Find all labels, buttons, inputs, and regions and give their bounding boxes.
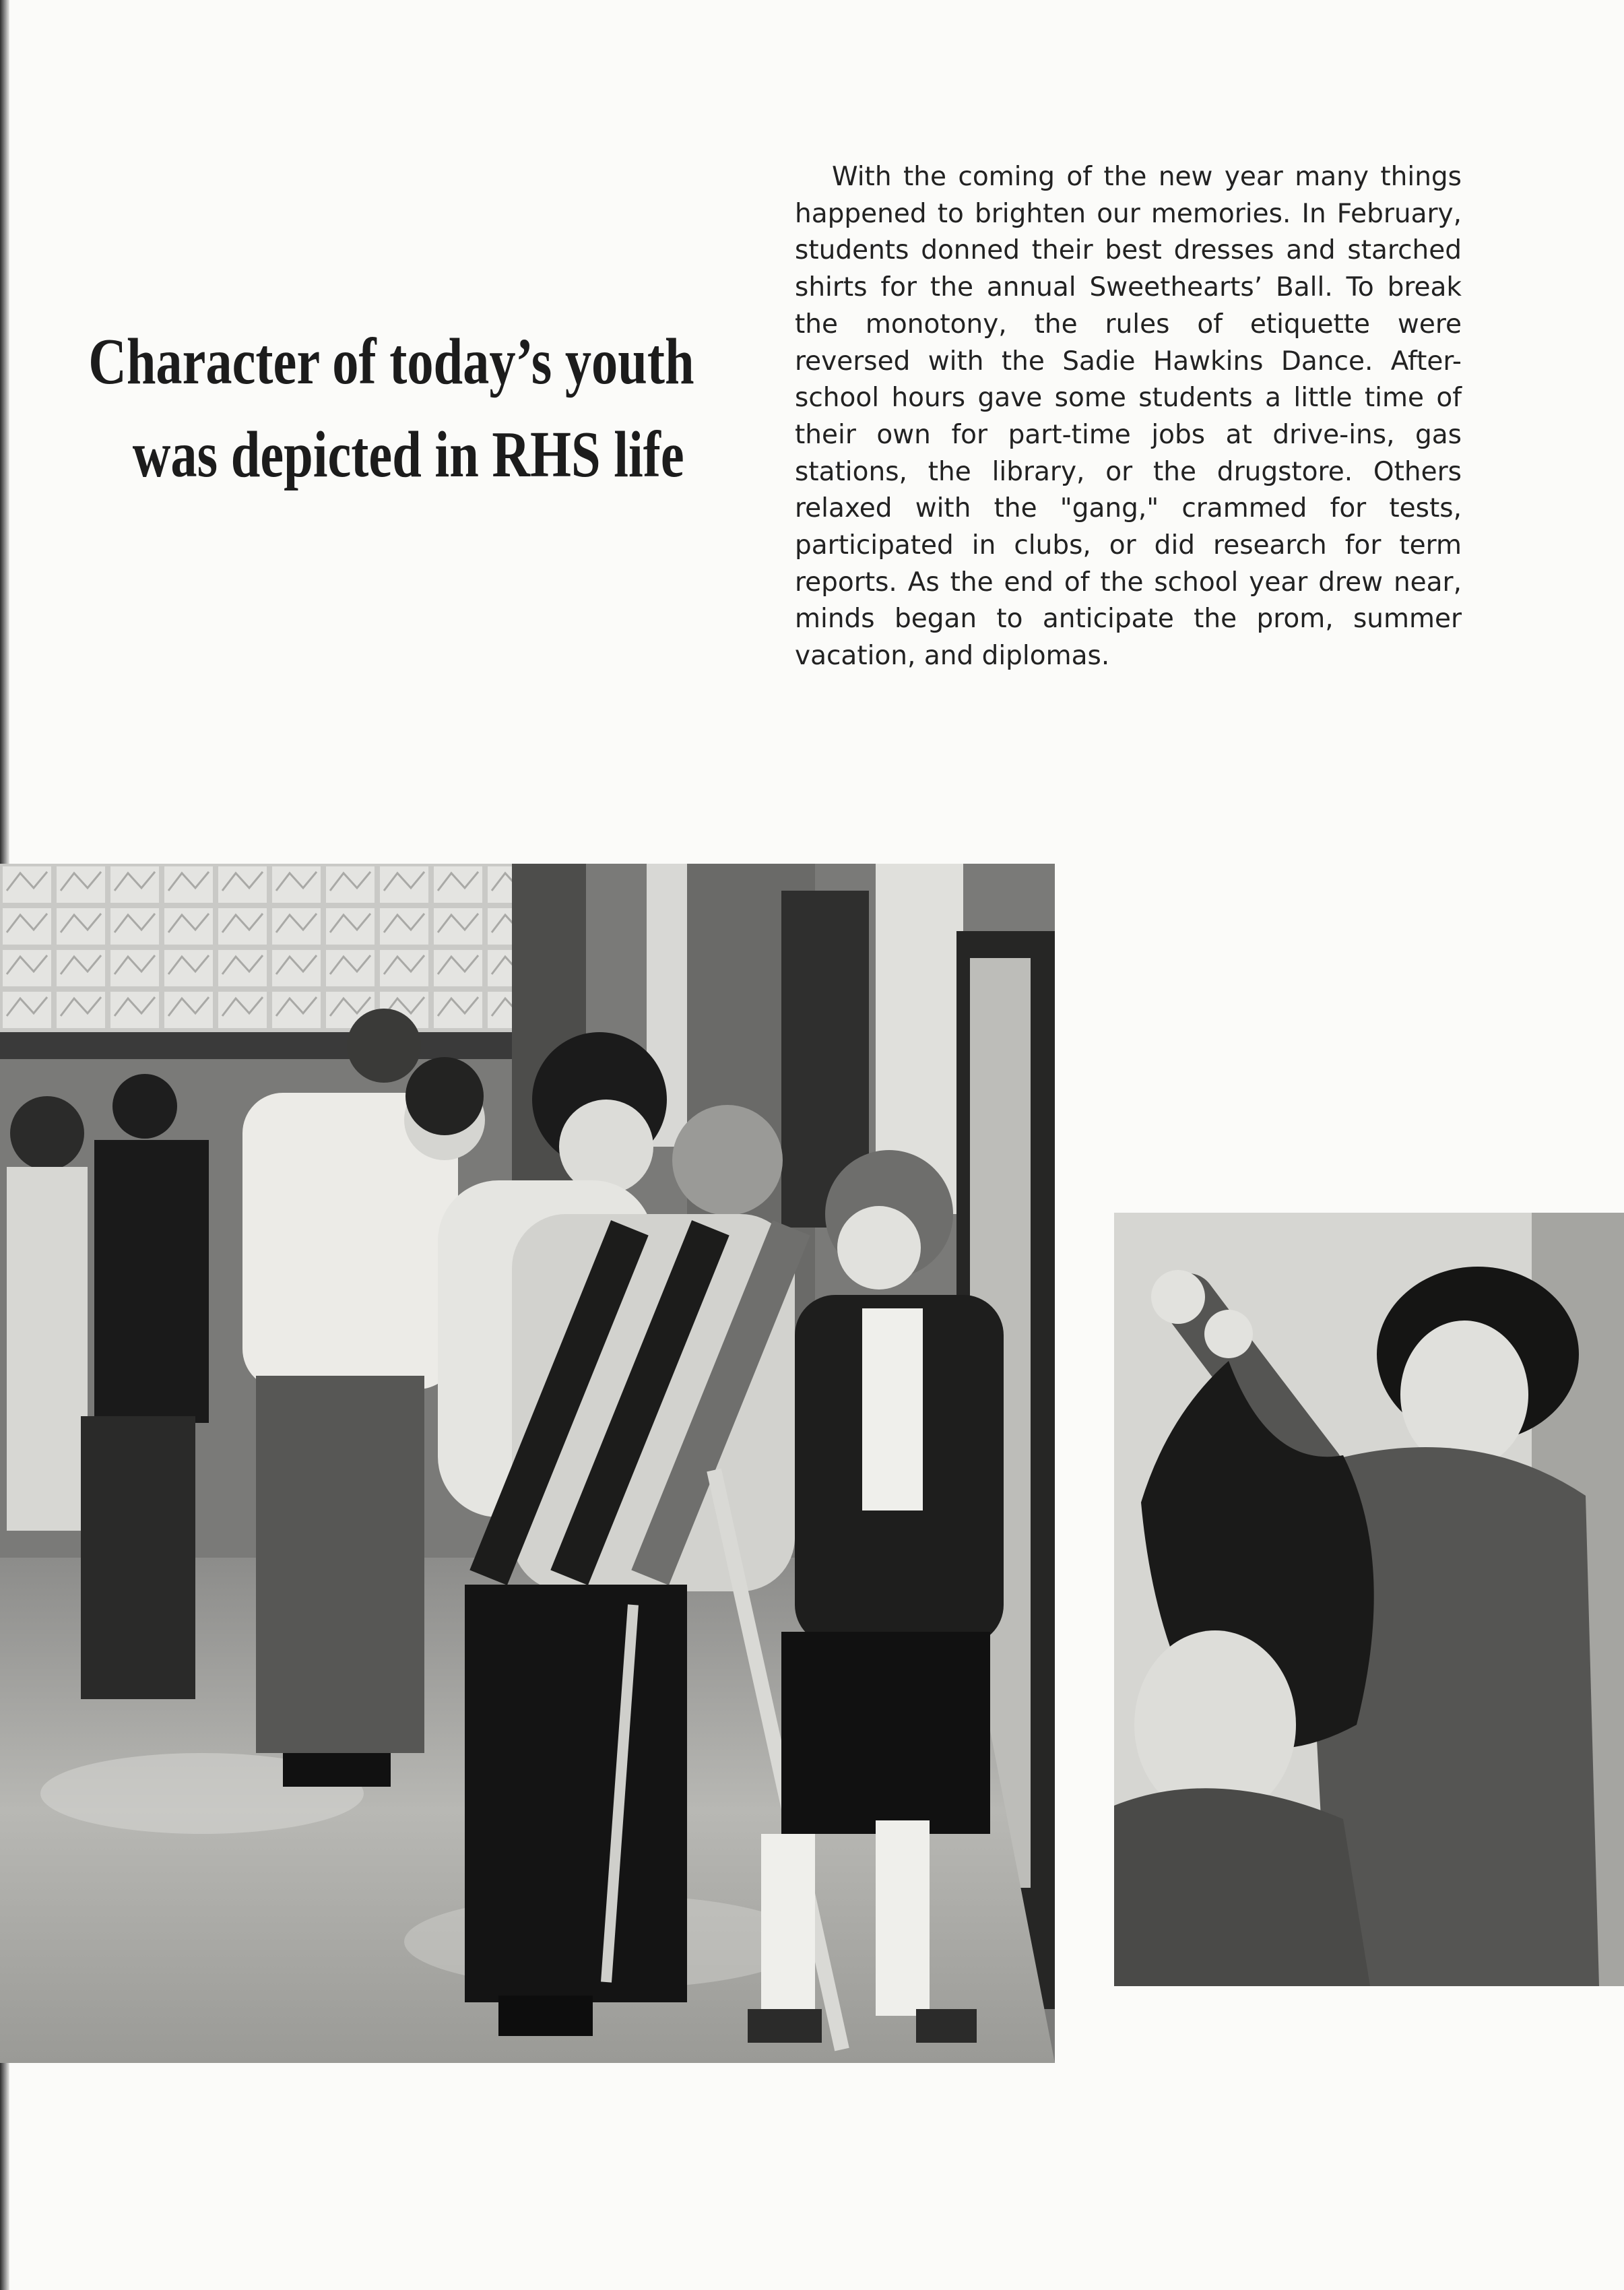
headline-line-2: was depicted in RHS life xyxy=(132,418,684,491)
hair-photo-illustration xyxy=(1114,1213,1624,1986)
body-paragraph: With the coming of the new year many things happened to brighten our memories. In February, students donned their best dresses and starched shirts for the annual Sweethearts’ Ball. To break the monotony, the rules of etiquette were reversed with the Sadie Hawkins Dance. After-school hours gave some students a little time of their own for part-time jobs at drive-ins, gas stations, the library, or the drugstore. Others relaxed with the "gang," crammed for tests, participated in clubs, or did research for term reports. As the end of the school year drew near, minds began to anticipate the prom, summer vacation, and diplomas. xyxy=(795,162,1462,672)
headline-line-1: Character of today’s youth xyxy=(88,325,694,398)
page-headline xyxy=(81,315,694,501)
hallway-photo-illustration xyxy=(0,864,1055,2063)
hair-styling-photo xyxy=(1114,1213,1624,1986)
hallway-students-photo xyxy=(0,864,1055,2063)
